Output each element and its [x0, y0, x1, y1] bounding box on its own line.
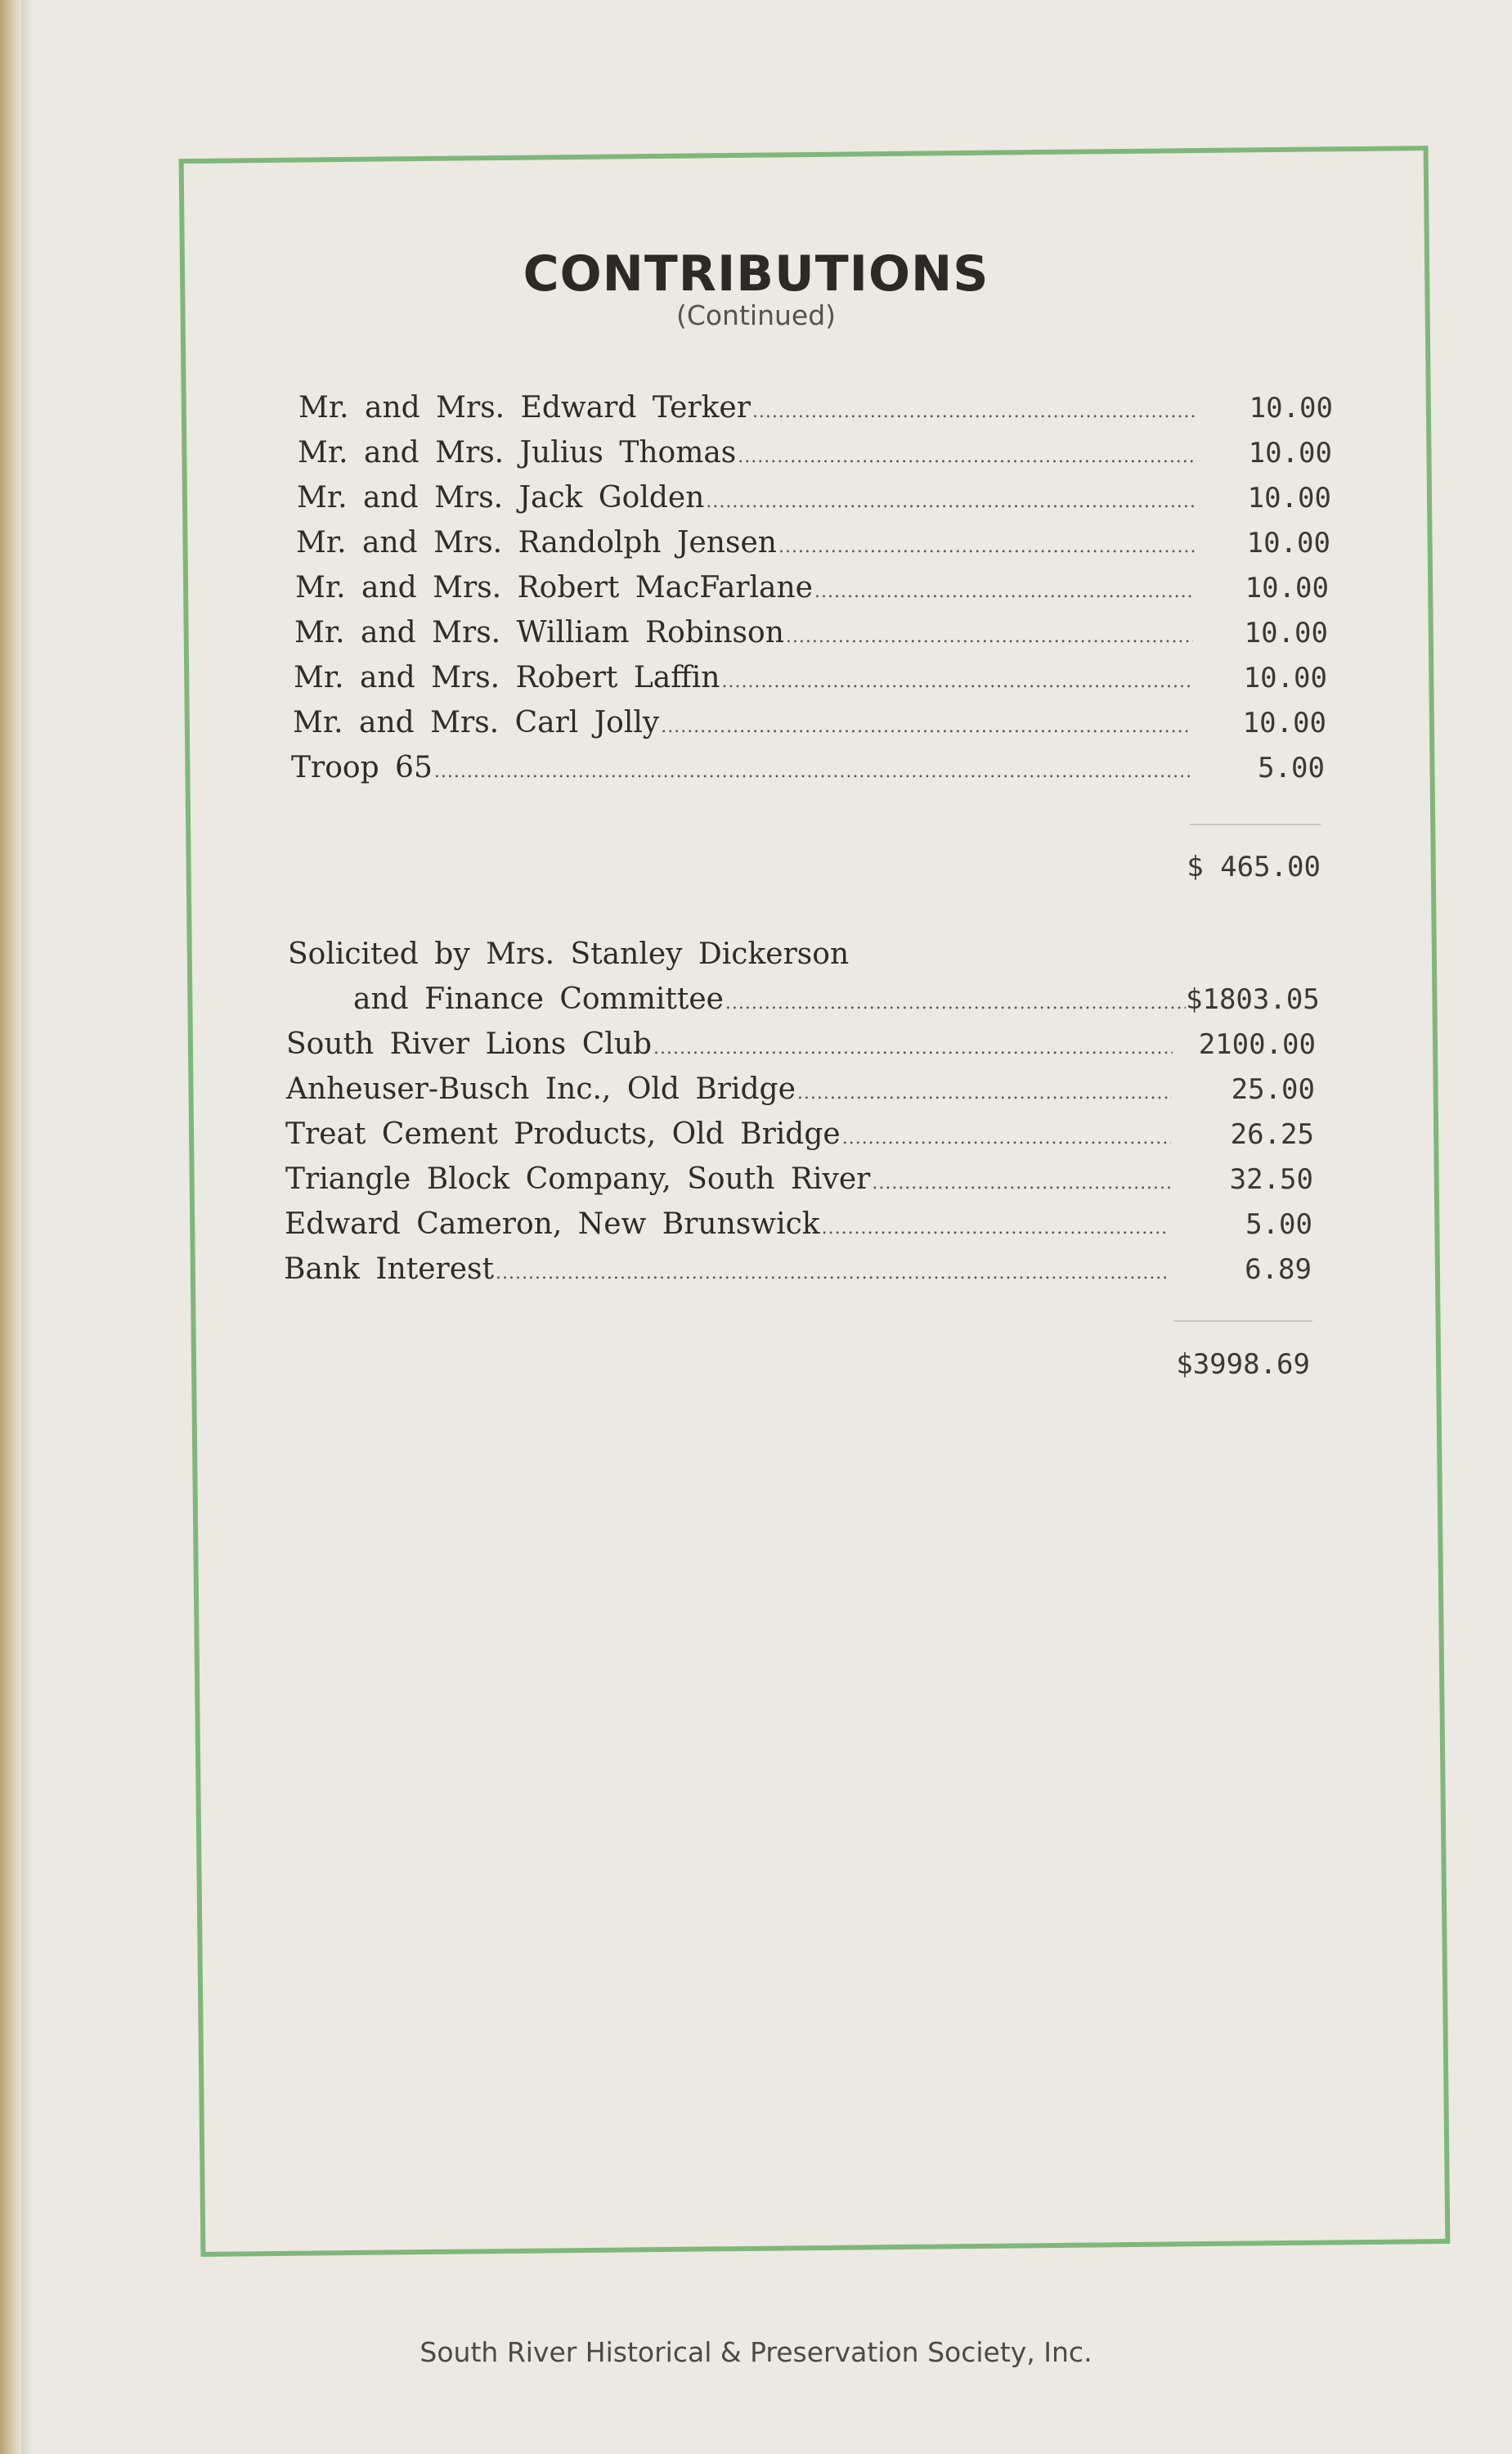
contributor-name: Mr. and Mrs. Randolph Jensen: [296, 526, 777, 560]
list-item: [294, 661, 1327, 702]
contribution-amount: 6.89: [1245, 1253, 1312, 1286]
dot-leader: [738, 447, 1197, 467]
dot-leader: [872, 1173, 1170, 1193]
contributor-name: Treat Cement Products, Old Bridge: [285, 1117, 841, 1151]
dot-leader: [778, 537, 1196, 557]
dot-leader: [661, 717, 1191, 737]
dot-leader: [752, 402, 1198, 422]
list-item: [295, 571, 1329, 612]
contribution-amount: 10.00: [1243, 662, 1327, 694]
dot-leader: [434, 762, 1190, 782]
list-item: [298, 436, 1332, 477]
contribution-amount: 10.00: [1246, 527, 1330, 560]
binding-edge: [0, 0, 21, 2454]
subtotal-rule: [1190, 824, 1321, 825]
footer-credit: South River Historical & Preservation Society, Inc.: [420, 2336, 1092, 2368]
contribution-amount: 10.00: [1242, 707, 1326, 739]
contributor-name: Mr. and Mrs. Carl Jolly: [293, 706, 660, 739]
dot-leader: [706, 492, 1196, 512]
contribution-amount: 32.50: [1229, 1163, 1313, 1196]
contributor-name: South River Lions Club: [286, 1027, 653, 1061]
dot-leader: [786, 627, 1193, 647]
dot-leader: [822, 1218, 1169, 1238]
contributor-name: Mr. and Mrs. Edward Terker: [298, 391, 751, 425]
list-item: [285, 1162, 1313, 1203]
contributor-name: Edward Cameron, New Brunswick: [285, 1207, 820, 1241]
contribution-amount: 26.25: [1230, 1118, 1314, 1151]
contributor-name: Mr. and Mrs. Julius Thomas: [298, 436, 737, 470]
contribution-amount: 10.00: [1245, 572, 1329, 605]
contribution-amount: 2100.00: [1198, 1028, 1316, 1061]
page-subtitle: (Continued): [675, 299, 837, 331]
contributor-name: Bank Interest: [284, 1252, 494, 1286]
list-item: [286, 1027, 1316, 1068]
dot-leader: [814, 582, 1194, 602]
contribution-amount: 10.00: [1249, 392, 1333, 425]
list-item: [353, 982, 1320, 1023]
dot-leader: [496, 1263, 1169, 1283]
contributor-name: Mr. and Mrs. Robert Laffin: [294, 661, 720, 694]
list-item: [286, 1072, 1315, 1113]
list-item: [294, 616, 1328, 657]
contribution-amount: 5.00: [1245, 1208, 1312, 1241]
contributor-name: Mr. and Mrs. Jack Golden: [297, 481, 705, 515]
list-item: [284, 1252, 1312, 1293]
subtotal-amount: $ 465.00: [1187, 851, 1321, 883]
list-item: [285, 1117, 1314, 1158]
dot-leader: [842, 1128, 1171, 1148]
dot-leader: [721, 672, 1192, 692]
list-item: [297, 481, 1331, 522]
contribution-amount: 5.00: [1258, 752, 1325, 784]
contributor-name: Triangle Block Company, South River: [285, 1162, 871, 1196]
page-shadow: [21, 0, 33, 2454]
grand-total-amount: $3998.69: [1176, 1348, 1310, 1381]
list-item: [291, 751, 1325, 792]
contributor-name: Anheuser-Busch Inc., Old Bridge: [286, 1072, 796, 1106]
grand-total-rule: [1173, 1320, 1312, 1322]
contributor-name: and Finance Committee: [353, 982, 724, 1016]
solicited-by-line: Solicited by Mrs. Stanley Dickerson: [288, 937, 850, 971]
contributor-name: Mr. and Mrs. Robert MacFarlane: [295, 571, 813, 605]
list-item: [293, 706, 1326, 747]
contribution-amount: $1803.05: [1186, 983, 1320, 1016]
contributor-name: Mr. and Mrs. William Robinson: [294, 616, 784, 649]
contribution-amount: 10.00: [1247, 482, 1331, 515]
contributor-name: Troop 65: [291, 751, 433, 784]
dot-leader: [797, 1083, 1172, 1103]
contribution-amount: 10.00: [1244, 617, 1328, 649]
dot-leader: [653, 1038, 1173, 1058]
contribution-amount: 10.00: [1248, 437, 1332, 470]
page-title: CONTRIBUTIONS: [523, 245, 989, 303]
list-item: [298, 391, 1333, 432]
list-item: [296, 526, 1330, 567]
dot-leader: [725, 993, 1186, 1014]
contribution-amount: 25.00: [1231, 1073, 1315, 1106]
list-item: [285, 1207, 1312, 1248]
